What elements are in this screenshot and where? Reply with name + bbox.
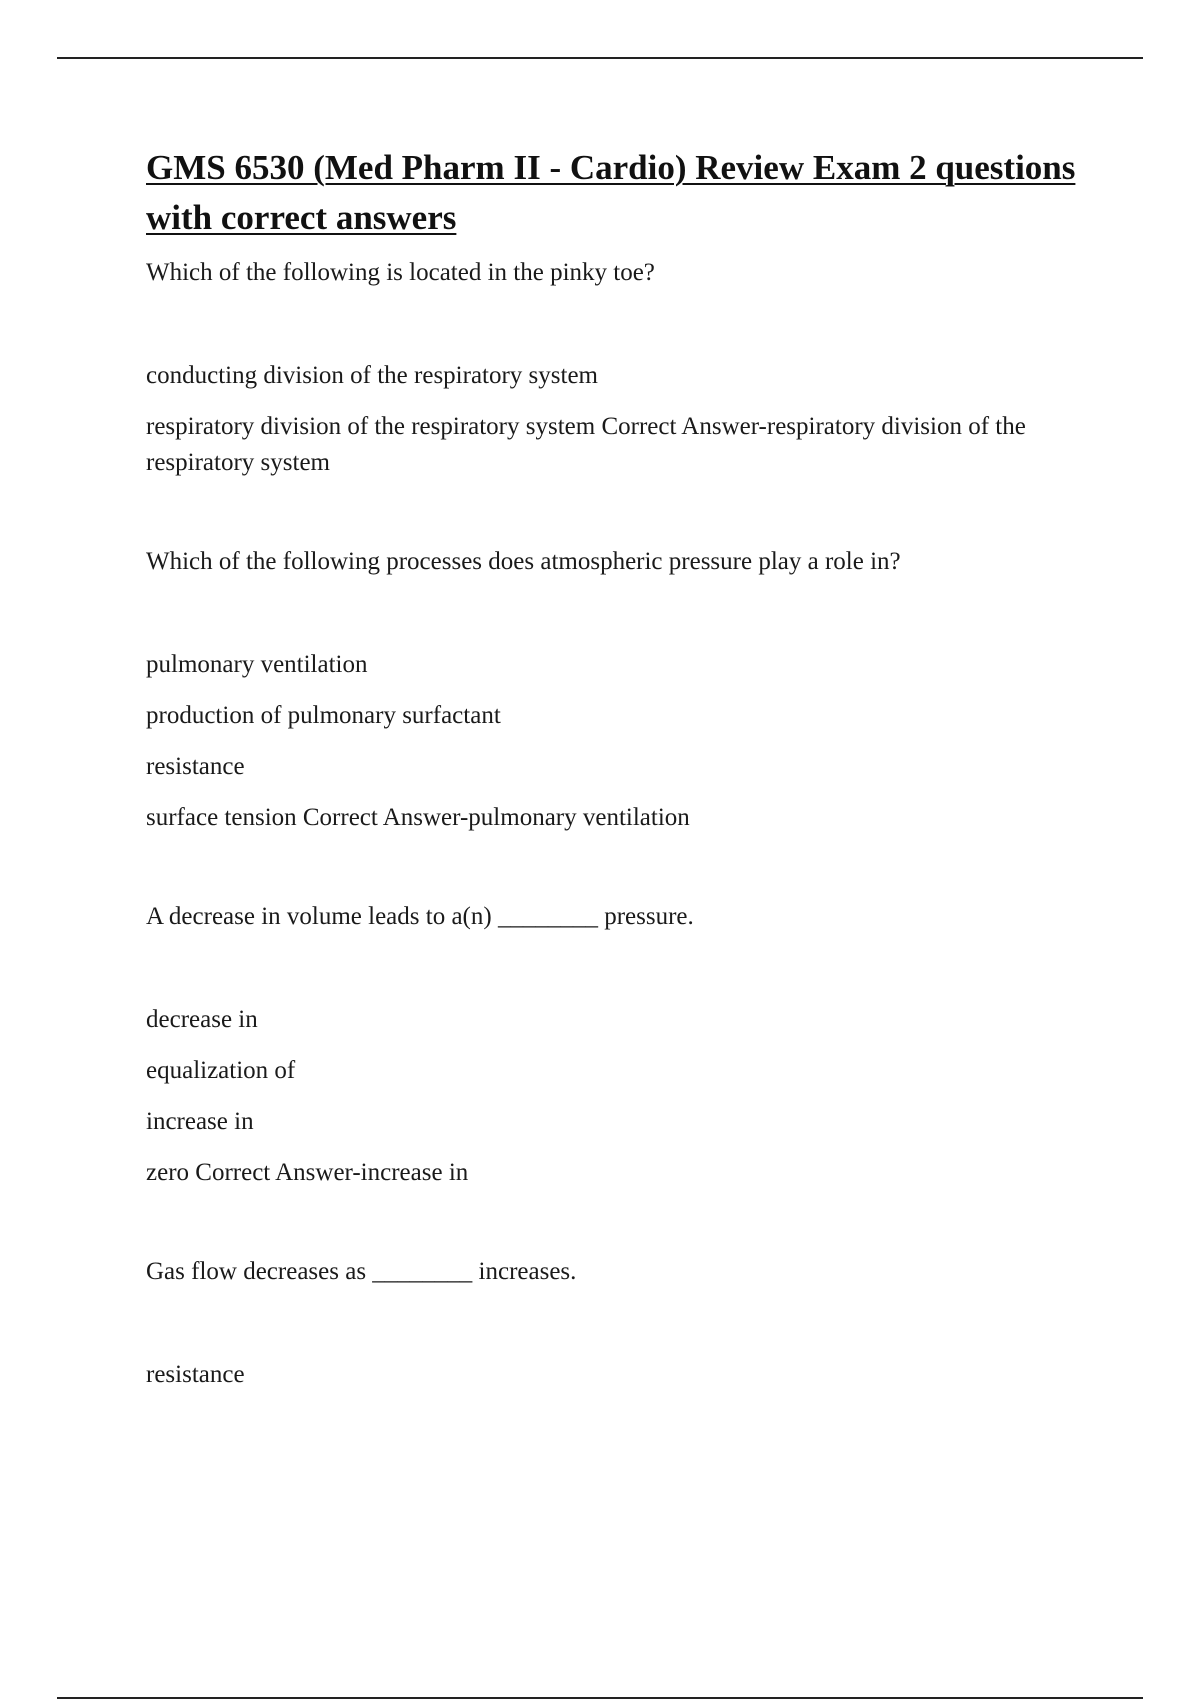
question-1-option-1: conducting division of the respiratory system	[146, 362, 599, 389]
question-3-option-3: increase in	[146, 1108, 254, 1135]
document-title: GMS 6530 (Med Pharm II - Cardio) Review Exam 2 questions with correct answers	[146, 148, 1076, 237]
question-1-option-2: respiratory division of the respiratory system Correct Answer-respiratory division of the respiratory system	[146, 413, 1026, 476]
question-4-option-1: resistance	[146, 1361, 245, 1388]
question-4-prompt: Gas flow decreases as ________ increases.	[146, 1258, 577, 1285]
question-1-prompt: Which of the following is located in the pinky toe?	[146, 259, 655, 286]
footer-rule	[57, 1697, 1143, 1699]
question-3-option-1: decrease in	[146, 1006, 258, 1033]
question-2-option-3: resistance	[146, 753, 245, 780]
question-2-option-1: pulmonary ventilation	[146, 651, 368, 678]
header-rule	[57, 57, 1143, 59]
question-3-option-2: equalization of	[146, 1057, 296, 1084]
question-2-prompt: Which of the following processes does atmospheric pressure play a role in?	[146, 548, 901, 575]
question-3-prompt: A decrease in volume leads to a(n) ________ pressure.	[146, 903, 694, 930]
document-body	[146, 143, 1086, 1408]
question-2-option-4: surface tension Correct Answer-pulmonary ventilation	[146, 804, 690, 831]
question-3-option-4: zero Correct Answer-increase in	[146, 1159, 469, 1186]
question-2-option-2: production of pulmonary surfactant	[146, 702, 501, 729]
